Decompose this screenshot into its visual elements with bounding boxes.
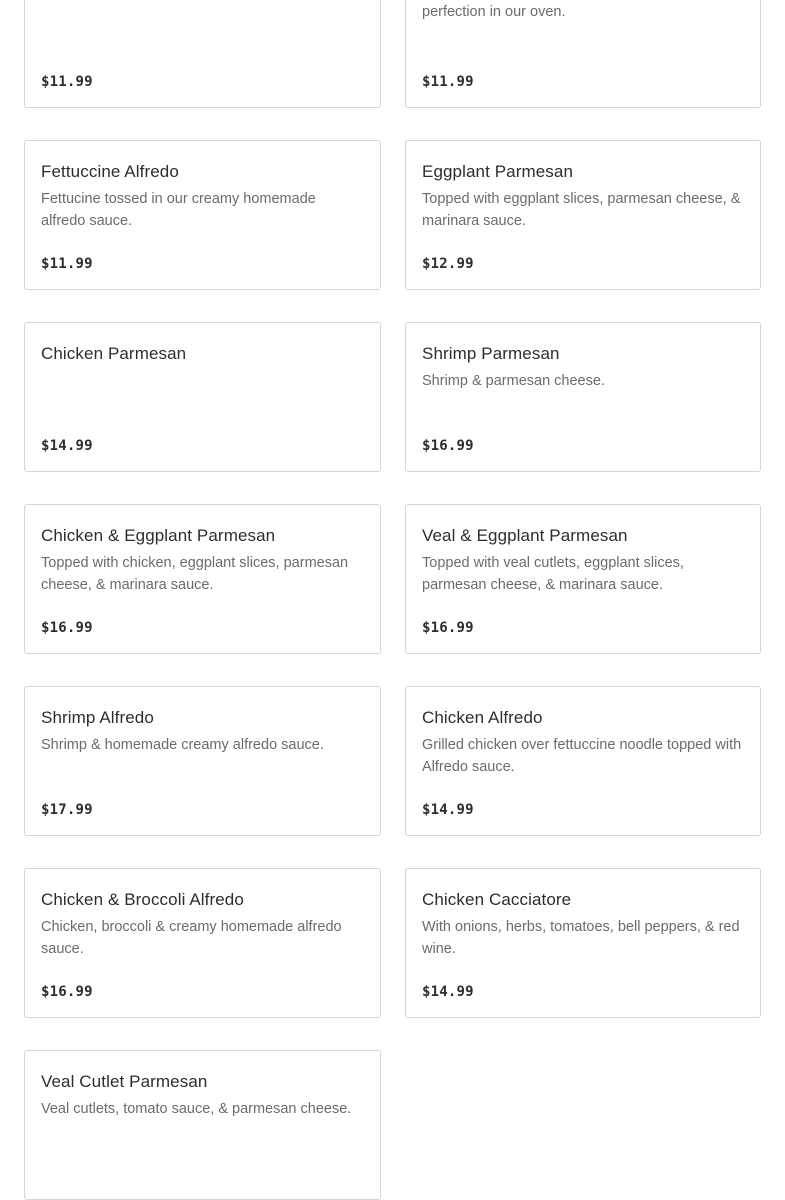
menu-item-price: $16.99 [422, 438, 474, 454]
menu-item-price: $11.99 [422, 74, 474, 90]
menu-item-card[interactable] [405, 868, 761, 1018]
menu-item-card[interactable] [24, 868, 381, 1018]
menu-item-description: Shrimp & parmesan cheese. [422, 373, 605, 389]
menu-item-name: Chicken Parmesan [41, 344, 187, 363]
menu-item-description: Chicken, broccoli & creamy homemade alfredo sauce. [41, 919, 342, 957]
menu-item-card[interactable] [405, 140, 761, 290]
menu-item-card[interactable] [24, 504, 381, 654]
menu-item-price: $11.99 [41, 74, 93, 90]
menu-item-name: Chicken Alfredo [422, 708, 543, 727]
menu-item-card[interactable] [405, 686, 761, 836]
menu-item-name: Veal Cutlet Parmesan [41, 1072, 208, 1091]
menu-item-card[interactable] [24, 0, 381, 108]
menu-item-price: $16.99 [41, 984, 93, 1000]
menu-item-card[interactable] [24, 322, 381, 472]
menu-grid [24, 0, 761, 1200]
menu-item-card[interactable] [24, 140, 381, 290]
menu-item-description [41, 0, 364, 1]
menu-item-card[interactable] [24, 1050, 381, 1200]
menu-item-price: $17.99 [41, 802, 93, 818]
menu-item-name: Chicken & Broccoli Alfredo [41, 890, 244, 909]
menu-item-name: Veal & Eggplant Parmesan [422, 526, 628, 545]
menu-item-name: Shrimp Parmesan [422, 344, 560, 363]
menu-item-card[interactable] [405, 0, 761, 108]
menu-item-price: $16.99 [422, 620, 474, 636]
menu-item-description: Veal cutlets, tomato sauce, & parmesan cheese. [41, 1101, 352, 1117]
menu-item-price: $14.99 [41, 438, 93, 454]
menu-item-price: $16.99 [41, 620, 93, 636]
menu-item-price: $11.99 [41, 256, 93, 272]
menu-item-name: Fettuccine Alfredo [41, 162, 179, 181]
menu-item-price: $14.99 [422, 802, 474, 818]
menu-item-description: Topped with chicken, eggplant slices, parmesan cheese, & marinara sauce. [41, 555, 349, 593]
menu-item-name: Chicken & Eggplant Parmesan [41, 526, 276, 545]
menu-item-description: perfection in our oven. [422, 4, 566, 20]
menu-item-price: $12.99 [422, 256, 474, 272]
menu-item-description: Topped with veal cutlets, eggplant slices, parmesan cheese, & marinara sauce. [422, 555, 684, 593]
menu-item-description: With onions, herbs, tomatoes, bell peppers, & red wine. [422, 919, 740, 957]
menu-item-name: Eggplant Parmesan [422, 162, 574, 181]
menu-item-description: Grilled chicken over fettuccine noodle topped with Alfredo sauce. [422, 737, 742, 775]
menu-item-description: Fettucine tossed in our creamy homemade alfredo sauce. [41, 191, 316, 229]
menu-item-card[interactable] [405, 504, 761, 654]
menu-item-description: Shrimp & homemade creamy alfredo sauce. [41, 737, 324, 753]
menu-item-name: Shrimp Alfredo [41, 708, 154, 727]
menu-item-name: Chicken Cacciatore [422, 890, 572, 909]
menu-item-card[interactable] [24, 686, 381, 836]
menu-item-card[interactable] [405, 322, 761, 472]
menu-item-price: $14.99 [422, 984, 474, 1000]
menu-item-description: Topped with eggplant slices, parmesan cheese, & marinara sauce. [422, 191, 741, 229]
